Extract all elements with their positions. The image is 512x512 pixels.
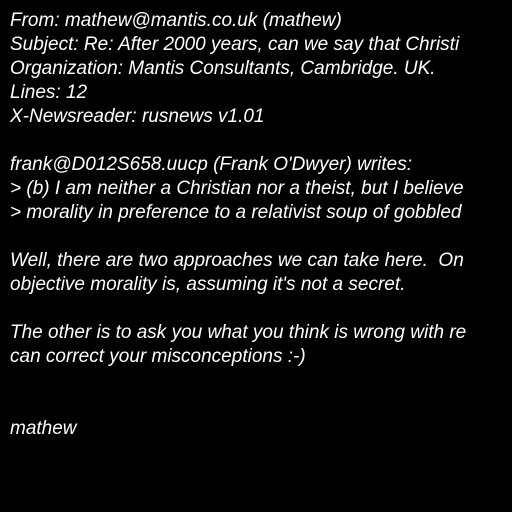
body-line: Well, there are two approaches we can take here. On	[10, 250, 464, 271]
signature: mathew	[10, 418, 77, 439]
header-subject: Subject: Re: After 2000 years, can we say that Christi	[10, 34, 460, 55]
header-organization: Organization: Mantis Consultants, Cambridge. UK.	[10, 58, 436, 79]
body-line: objective morality is, assuming it's not a secret.	[10, 274, 406, 295]
header-newsreader: X-Newsreader: rusnews v1.01	[10, 106, 265, 127]
header-lines: Lines: 12	[10, 82, 88, 103]
header-from: From: mathew@mantis.co.uk (mathew)	[10, 10, 342, 31]
body-line: can correct your misconceptions :-)	[10, 346, 306, 367]
quoted-line: > (b) I am neither a Christian nor a theist, but I believe	[10, 178, 464, 199]
attribution-line: frank@D012S658.uucp (Frank O'Dwyer) writes:	[10, 154, 412, 175]
body-line: The other is to ask you what you think is wrong with re	[10, 322, 467, 343]
quoted-line: > morality in preference to a relativist soup of gobbled	[10, 202, 462, 223]
